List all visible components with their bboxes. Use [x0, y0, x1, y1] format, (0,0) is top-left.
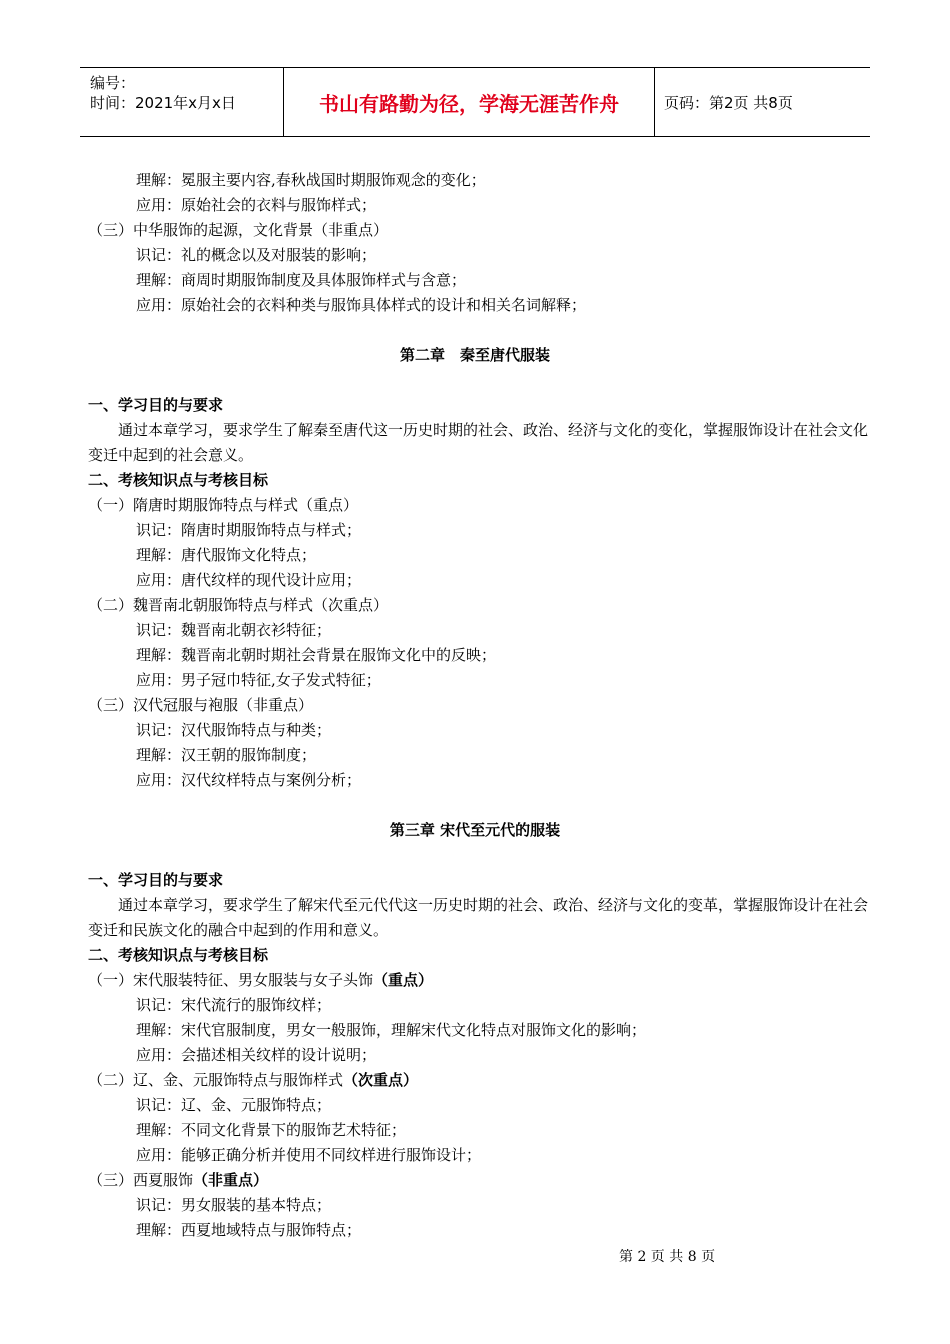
- text-line: 应用：原始社会的衣料与服饰样式；: [136, 196, 377, 214]
- document-number-label: 编号：: [90, 74, 136, 92]
- text-line: 理解：冕服主要内容,春秋战国时期服饰观念的变化；: [136, 171, 486, 189]
- text-line: 理解：不同文化背景下的服饰艺术特征；: [136, 1121, 407, 1139]
- page-header: [80, 67, 870, 137]
- section-title: （三）汉代冠服与袍服（非重点）: [88, 696, 314, 714]
- paragraph: 通过本章学习，要求学生了解秦至唐代这一历史时期的社会、政治、经济与文化的变化，掌握服饰设计在社会文化变迁中起到的社会意义。: [88, 421, 869, 464]
- section-title: [88, 1170, 268, 1190]
- header-page-info: 页码：第2页 共8页: [664, 93, 793, 112]
- section-title: [88, 1070, 418, 1090]
- priority-tag: （次重点）: [343, 1071, 419, 1089]
- section-title-text: （二）辽、金、元服饰特点与服饰样式: [88, 1071, 344, 1089]
- section-heading: 二、考核知识点与考核目标: [88, 471, 269, 489]
- text-line: 应用：汉代纹样特点与案例分析；: [136, 771, 362, 789]
- text-line: 识记：隋唐时期服饰特点与样式；: [136, 521, 362, 539]
- priority-tag: （非重点）: [193, 1171, 269, 1189]
- section-title: （二）魏晋南北朝服饰特点与样式（次重点）: [88, 596, 389, 614]
- text-line: 理解：宋代官服制度，男女一般服饰，理解宋代文化特点对服饰文化的影响；: [136, 1021, 647, 1039]
- text-line: 理解：西夏地域特点与服饰特点；: [136, 1221, 362, 1239]
- page-footer-number: 第 2 页 共 8 页: [619, 1249, 716, 1265]
- section-title-text: （三）西夏服饰: [88, 1171, 194, 1189]
- section-heading: 一、学习目的与要求: [88, 396, 224, 414]
- chapter-title: 第三章 宋代至元代的服装: [389, 821, 561, 839]
- text-line: 识记：宋代流行的服饰纹样；: [136, 996, 332, 1014]
- text-line: 理解：唐代服饰文化特点；: [136, 546, 317, 564]
- priority-tag: （重点）: [373, 971, 434, 989]
- text-line: 识记：辽、金、元服饰特点；: [136, 1096, 332, 1114]
- section-title-text: （一）宋代服装特征、男女服装与女子头饰: [88, 971, 374, 989]
- header-motto: 书山有路勤为径，学海无涯苦作舟: [284, 68, 655, 136]
- text-line: 应用：会描述相关纹样的设计说明；: [136, 1046, 377, 1064]
- text-line: 识记：礼的概念以及对服装的影响；: [136, 246, 377, 264]
- text-line: 应用：唐代纹样的现代设计应用；: [136, 571, 362, 589]
- text-line: 应用：能够正确分析并使用不同纹样进行服饰设计；: [136, 1146, 482, 1164]
- text-line: 理解：魏晋南北朝时期社会背景在服饰文化中的反映；: [136, 646, 497, 664]
- text-line: 应用：原始社会的衣料种类与服饰具体样式的设计和相关名词解释；: [136, 296, 587, 314]
- text-line: 识记：汉代服饰特点与种类；: [136, 721, 332, 739]
- section-title: （一）隋唐时期服饰特点与样式（重点）: [88, 496, 359, 514]
- text-line: 识记：魏晋南北朝衣衫特征；: [136, 621, 332, 639]
- chapter-title: 第二章 秦至唐代服装: [399, 346, 550, 364]
- section-heading: 一、学习目的与要求: [88, 871, 224, 889]
- document-date: 时间：2021年x月x日: [90, 94, 236, 112]
- text-line: 理解：商周时期服饰制度及具体服饰样式与含意；: [136, 271, 467, 289]
- header-meta-cell: [80, 68, 284, 136]
- section-heading: 二、考核知识点与考核目标: [88, 946, 269, 964]
- text-line: 识记：男女服装的基本特点；: [136, 1196, 332, 1214]
- text-line: 理解：汉王朝的服饰制度；: [136, 746, 317, 764]
- section-title: [88, 970, 433, 990]
- paragraph: 通过本章学习，要求学生了解宋代至元代代这一历史时期的社会、政治、经济与文化的变革，掌握服饰设计在社会变迁和民族文化的融合中起到的作用和意义。: [88, 896, 869, 939]
- text-line: 应用：男子冠巾特征,女子发式特征；: [136, 671, 381, 689]
- section-title: （三）中华服饰的起源，文化背景（非重点）: [88, 221, 389, 239]
